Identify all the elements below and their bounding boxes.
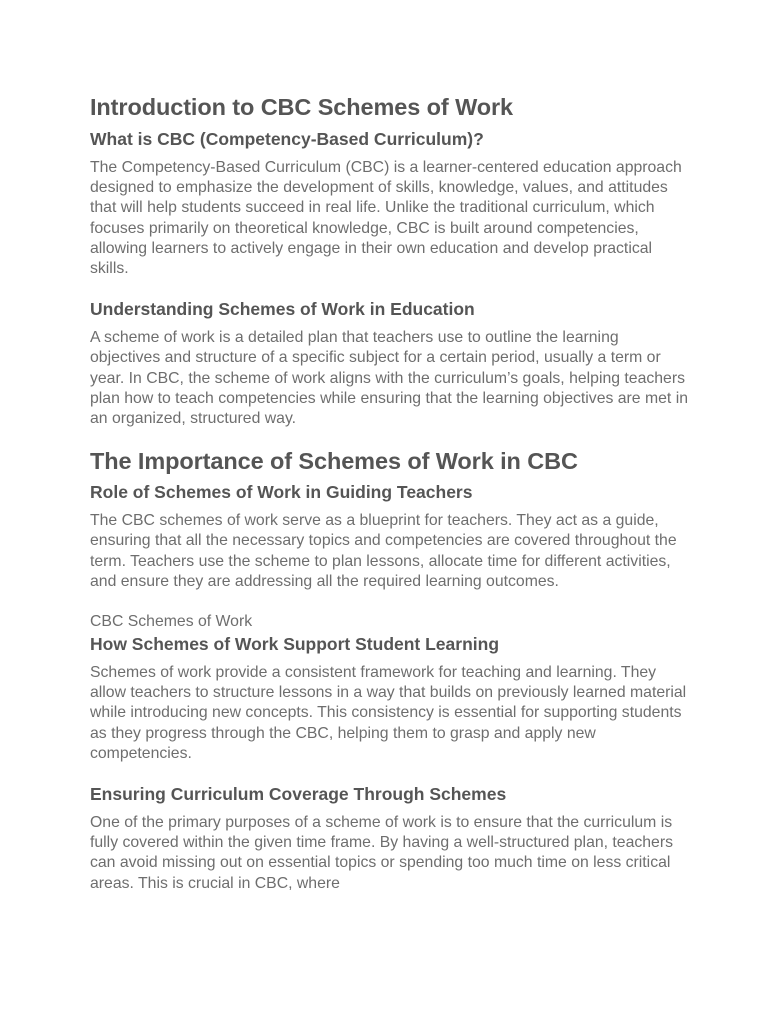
- paragraph-role-of-schemes: The CBC schemes of work serve as a blueprint for teachers. They act as a guide, ensuring that all the necessary topics and competencies are covered throughout the term. Teachers use the scheme to plan lessons, allocate time for different activities, and ensure they are addressing all the required learning outcomes.: [90, 512, 677, 590]
- paragraph-understanding-schemes: A scheme of work is a detailed plan that teachers use to outline the learning objectives and structure of a specific subject for a certain period, usually a term or year. In CBC, the scheme of work aligns with the curriculum’s goals, helping teachers plan how to teach competencies while ensuring that the learning objectives are met in an organized, structured way.: [90, 329, 688, 428]
- document-page: [90, 92, 690, 894]
- image-caption: CBC Schemes of Work: [90, 613, 253, 631]
- heading-understanding-schemes: Understanding Schemes of Work in Education: [90, 299, 475, 320]
- paragraph-support-student-learning: Schemes of work provide a consistent framework for teaching and learning. They allow teachers to structure lessons in a way that builds on previously learned material while introducing new concepts. This consistency is essential for supporting students as they progress through the CBC, helping them to grasp and apply new competencies.: [90, 664, 687, 762]
- heading-support-student-learning: How Schemes of Work Support Student Learning: [90, 634, 500, 655]
- heading-curriculum-coverage: Ensuring Curriculum Coverage Through Schemes: [90, 784, 507, 805]
- section-title-introduction: Introduction to CBC Schemes of Work: [90, 94, 514, 120]
- heading-what-is-cbc: What is CBC (Competency-Based Curriculum)?: [90, 129, 484, 149]
- heading-role-of-schemes: Role of Schemes of Work in Guiding Teachers: [90, 482, 473, 503]
- paragraph-what-is-cbc: The Competency-Based Curriculum (CBC) is a learner-centered education approach designed to emphasize the development of skills, knowledge, values, and attitudes that will help students succeed in real life. Unlike the traditional curriculum, which focuses primarily on theoretical knowledge, CBC is built around competencies, allowing learners to actively engage in their own education and develop practical skills.: [90, 159, 682, 278]
- section-title-importance: The Importance of Schemes of Work in CBC: [90, 448, 578, 475]
- paragraph-curriculum-coverage: One of the primary purposes of a scheme of work is to ensure that the curriculum is fully covered within the given time frame. By having a well-structured plan, teachers can avoid missing out on essential topics or spending too much time on less critical areas. This is crucial in CBC, where: [90, 814, 674, 892]
